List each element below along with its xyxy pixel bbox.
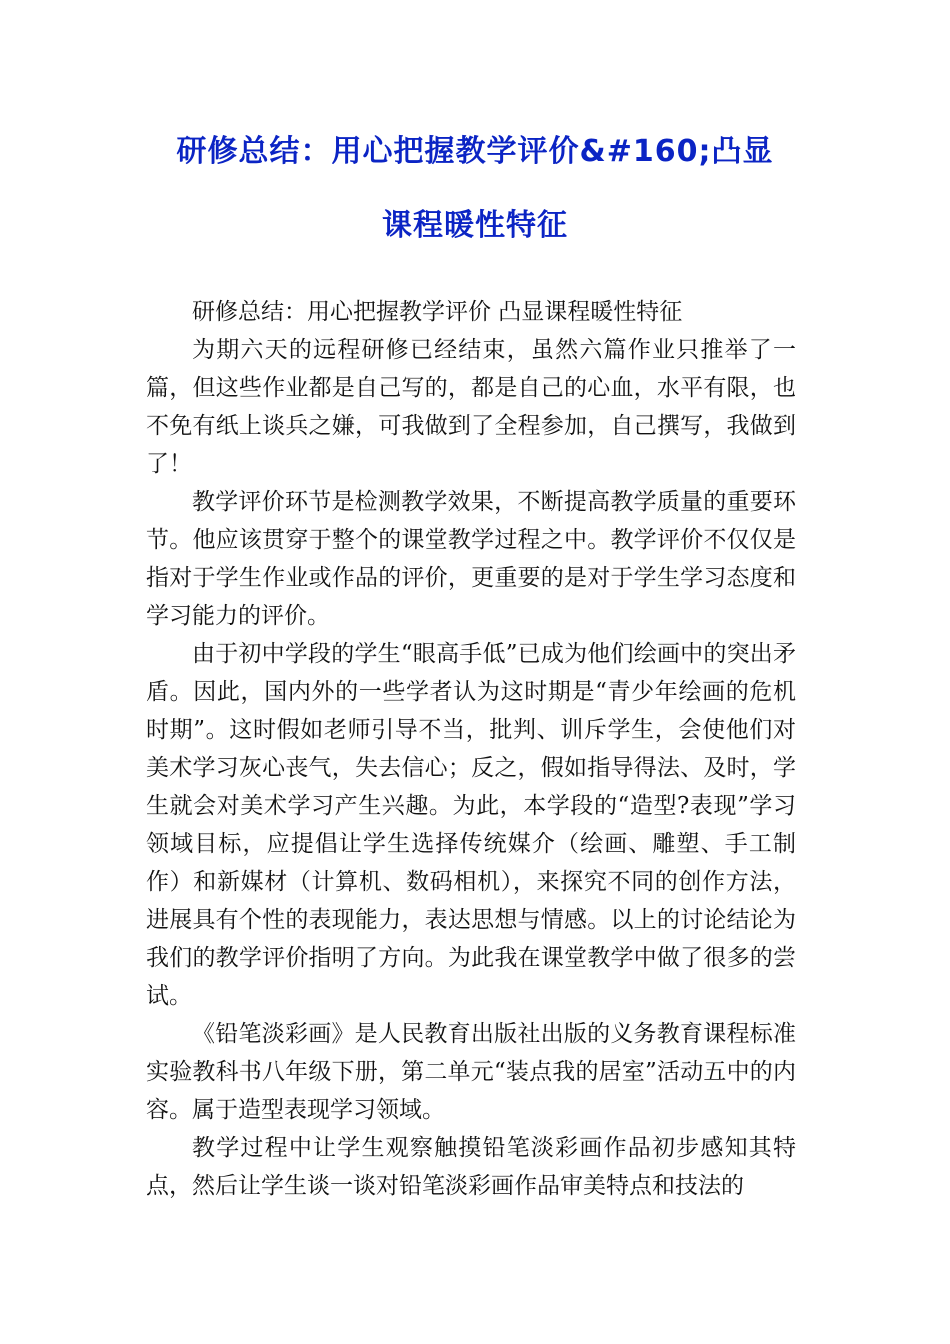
paragraph-subtitle: 研修总结：用心把握教学评价 凸显课程暖性特征 (192, 299, 683, 325)
paragraph: 教学评价环节是检测教学效果，不断提高教学质量的重要环节。他应该贯穿于整个的课堂教学过程之中。教学评价不仅仅是指对于学生作业或作品的评价，更重要的是对于学生学习态度和学习能力的评价。 (146, 489, 796, 629)
paragraph: 《铅笔淡彩画》是人民教育出版社出版的义务教育课程标准实验教科书八年级下册，第二单元“装点我的居室”活动五中的内容。属于造型表现学习领域。 (146, 1021, 796, 1123)
document-body (146, 293, 796, 1205)
paragraph: 由于初中学段的学生“眼高手低”已成为他们绘画中的突出矛盾。因此，国内外的一些学者认为这时期是“青少年绘画的危机时期”。这时假如老师引导不当，批判、训斥学生，会使他们对美术学习灰心丧气，失去信心；反之，假如指导得法、及时，学生就会对美术学习产生兴趣。为此，本学段的“造型?表现”学习领域目标，应提倡让学生选择传统媒介（绘画、雕塑、手工制作）和新媒材（计算机、数码相机），来探究不同的创作方法，进展具有个性的表现能力，表达思想与情感。以上的讨论结论为我们的教学评价指明了方向。为此我在课堂教学中做了很多的尝试。 (146, 641, 796, 1009)
paragraph: 教学过程中让学生观察触摸铅笔淡彩画作品初步感知其特点，然后让学生谈一谈对铅笔淡彩画作品审美特点和技法的 (146, 1135, 796, 1199)
document-title-line-1: 研修总结：用心把握教学评价&#160;凸显 (176, 134, 774, 169)
document-title-line-2: 课程暖性特征 (382, 208, 568, 243)
paragraph: 为期六天的远程研修已经结束，虽然六篇作业只推举了一篇，但这些作业都是自己写的，都是自己的心血，水平有限，也不免有纸上谈兵之嫌，可我做到了全程参加，自己撰写，我做到了！ (146, 337, 796, 477)
